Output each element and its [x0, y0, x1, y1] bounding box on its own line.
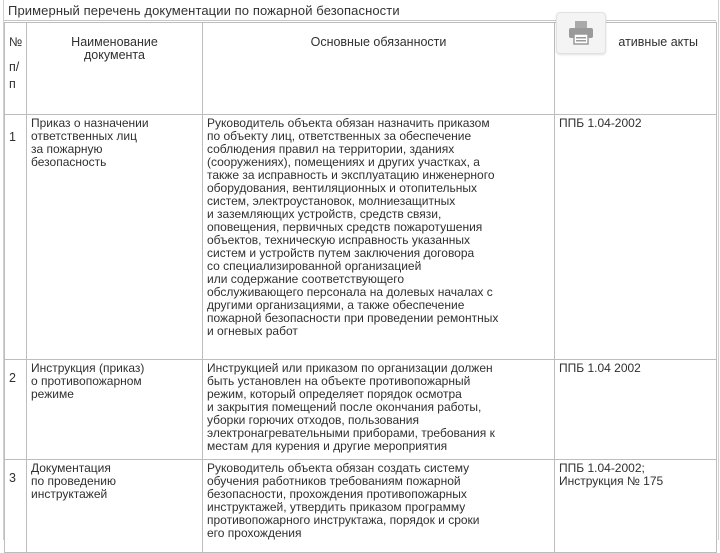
row-duties-cell: [203, 360, 555, 460]
row-duties: Инструкцией или приказом по организации должен быть установлен на объекте противопожарный режим, который определяет порядок осмотра и закрытия помещений после окончания работы, уборки горючих отходов, пользования электронагревательными приборами, требования к местам для курения и другие мероприятия: [207, 361, 495, 453]
row-name-cell: [27, 460, 203, 553]
row-duties-cell: [203, 115, 555, 360]
row-num-cell: [5, 460, 27, 553]
row-duties: Руководитель объекта обязан создать систему обучения работников требованиям пожарной безопасности, прохождения противопожарных инструктажей, утвердить приказом программу противопожарного инструктажа, порядок и сроки его прохождения: [207, 461, 480, 540]
table-header-row: [5, 23, 717, 115]
row-name-cell: [27, 115, 203, 360]
row-num: 2: [9, 371, 16, 385]
row-duties-cell: [203, 460, 555, 553]
row-name-cell: [27, 360, 203, 460]
row-name: Документация по проведению инструктажей: [31, 461, 117, 501]
row-num: 1: [9, 130, 16, 144]
header-name: [27, 23, 203, 115]
row-acts: ППБ 1.04-2002; Инструкция № 175: [559, 461, 664, 488]
row-acts: ППБ 1.04 2002: [559, 361, 641, 375]
header-num: [5, 23, 27, 115]
page-title: Примерный перечень документации по пожарной безопасности: [8, 3, 400, 18]
row-num: 3: [9, 471, 16, 485]
header-duties: [203, 23, 555, 115]
row-acts-cell: [555, 460, 717, 553]
row-name: Приказ о назначении ответственных лиц за пожарную безопасность: [31, 116, 149, 169]
table-row: [5, 460, 717, 553]
header-num-sub2: п: [9, 77, 16, 91]
printer-icon: [567, 20, 595, 46]
header-num-sub1: п/: [9, 60, 20, 74]
table-row: [5, 360, 717, 460]
row-num-cell: [5, 360, 27, 460]
documentation-table: [4, 22, 717, 553]
header-duties-label: Основные обязанности: [310, 35, 447, 49]
print-button[interactable]: [556, 12, 606, 54]
header-num-symbol: №: [9, 35, 23, 49]
row-acts-cell: [555, 360, 717, 460]
header-acts-label: ативные акты: [618, 35, 698, 49]
row-name: Инструкция (приказ) о противопожарном режиме: [31, 361, 145, 401]
row-acts-cell: [555, 115, 717, 360]
row-duties: Руководитель объекта обязан назначить приказом по объекту лиц, ответственных за обеспечение соблюдения правил на территории, зданиях (сооружениях), помещениях и других участках, а также за исправность и эксплуатацию инженерного оборудования, вентиляционных и отопительных систем, электроустановок, молниезащитных и заземляющих устройств, средств связи, оповещения, первичных средств пожаротушения объектов, техническую исправность указанных систем и устройств путем заключения договора со специализированной организацией или содержание соответствующего обслуживающего персонала на долевых началах с другими организациями, а также обеспечение пожарной безопасности при проведении ремонтных и огневых работ: [207, 116, 499, 338]
title-divider: [4, 20, 716, 21]
header-name-label: Наименование документа: [71, 35, 158, 62]
row-num-cell: [5, 115, 27, 360]
row-acts: ППБ 1.04-2002: [559, 116, 642, 130]
table-row: [5, 115, 717, 360]
